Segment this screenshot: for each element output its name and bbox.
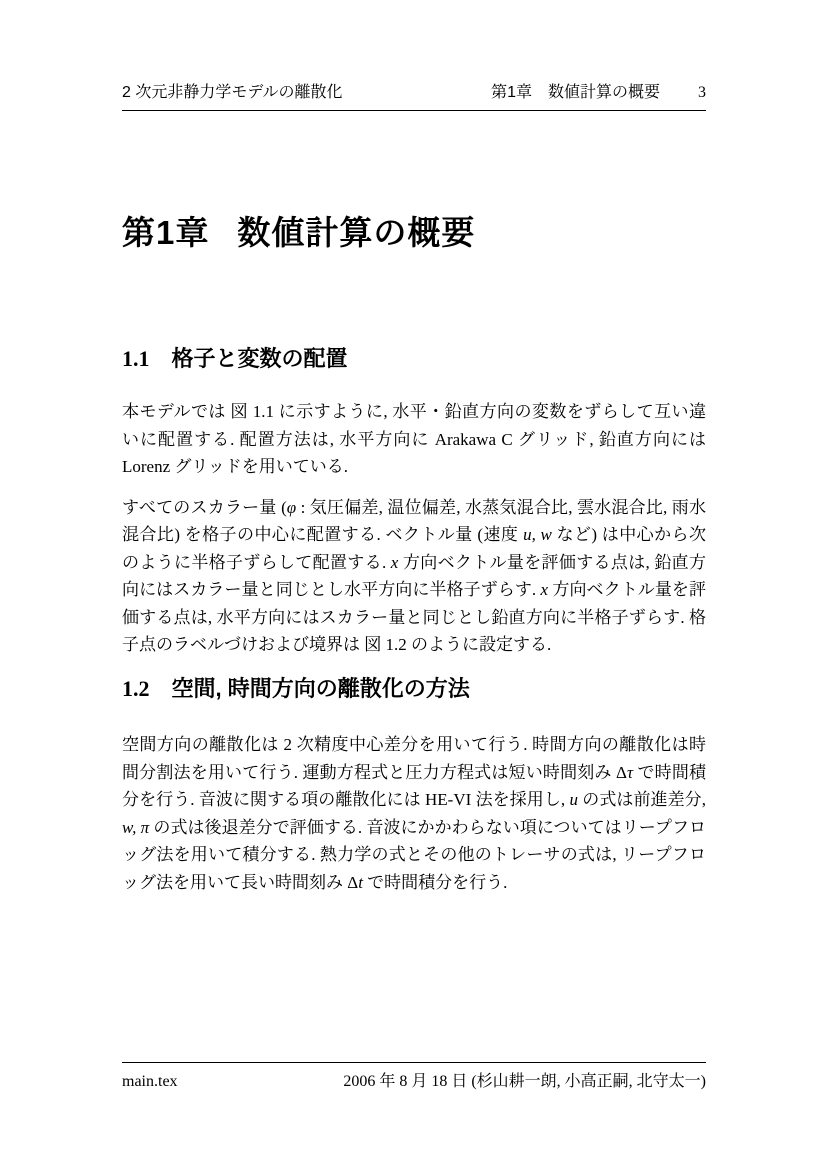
paragraph-text: すべてのスカラー量 ( [122,497,287,517]
footer-date-authors: 2006 年 8 月 18 日 (杉山耕一朗, 小高正嗣, 北守太一) [343,1073,706,1090]
body-paragraph [122,494,706,659]
header-rule [122,110,706,111]
math-variable: x [540,580,549,599]
section-1-2-body [122,731,706,896]
section-title: 格子と変数の配置 [171,346,348,371]
math-variable: u, w [523,525,552,544]
header-chapter-title: 数値計算の概要 [547,84,660,101]
section-title: 空間, 時間方向の離散化の方法 [171,676,470,701]
paragraph-text: 空間方向の離散化は 2 次精度中心差分を用いて行う. 時間方向の離散化は時間分割法を用いて行う. 運動方程式と圧力方程式は短い時間刻み Δ [122,735,706,782]
header-left-title: 2 次元非静力学モデルの離散化 [122,84,343,101]
paragraph-text: の式は前進差分, [577,790,706,809]
chapter-title [122,207,475,254]
math-variable: w, π [122,817,150,837]
header-page-number: 3 [698,84,706,101]
math-variable: u [569,790,578,809]
math-variable: τ [626,762,634,782]
page-footer [122,1068,706,1091]
paragraph-text: で時間積分を行う. 音波に関する項の離散化には HE-VI 法を採用し, [122,762,706,809]
header-chapter-label: 第1章 [491,84,532,101]
paragraph-text: : 気圧偏差, 温位偏差, 水蒸気混合比, 雲水混合比, 雨水混合比) を格子の中心に配置する. ベクトル量 (速度 [122,497,706,544]
footer-rule [122,1062,706,1063]
header-right-group [491,84,706,102]
paragraph-text: の式は後退差分で評価する. 音波にかかわらない項についてはリープフロッグ法を用いて積分する. 熱力学の式とその他のトレーサの式は, リープフロッグ法を用いて長い時間刻み Δ [122,817,707,892]
running-header [122,84,706,102]
paragraph-text: など) は中心から次のように半格子ずらして配置する. [122,525,706,572]
paragraph-text: 方向ベクトル量を評価する点は, 鉛直方向にはスカラー量と同じとし水平方向に半格子ずらす. [122,552,707,599]
body-paragraph [122,731,706,896]
section-heading-1-1 [122,342,348,373]
section-number: 1.1 [122,346,150,371]
footer-filename: main.tex [122,1073,178,1090]
math-variable: x [390,552,399,572]
paragraph-text: 方向ベクトル量を評価する点は, 水平方向にはスカラー量と同じとし鉛直方向に半格子ずらす. 格子点のラベルづけおよび境界は 図 1.2 のように設定する. [122,580,707,654]
chapter-name: 数値計算の概要 [237,214,476,251]
body-paragraph [122,398,706,481]
math-variable: t [358,872,363,892]
math-variable: φ [286,497,297,517]
paragraph-text: 本モデルでは 図 1.1 に示すように, 水平・鉛直方向の変数をずらして互い違いに配置する. 配置方法は, 水平方向に Arakawa C グリッド, 鉛直方向には Lorenz グリッドを用いている. [122,402,706,476]
section-1-1-body [122,398,706,659]
section-number: 1.2 [122,676,150,701]
paragraph-text: で時間積分を行う. [362,872,508,892]
chapter-number: 第1章 [122,214,210,251]
section-heading-1-2 [122,672,470,703]
